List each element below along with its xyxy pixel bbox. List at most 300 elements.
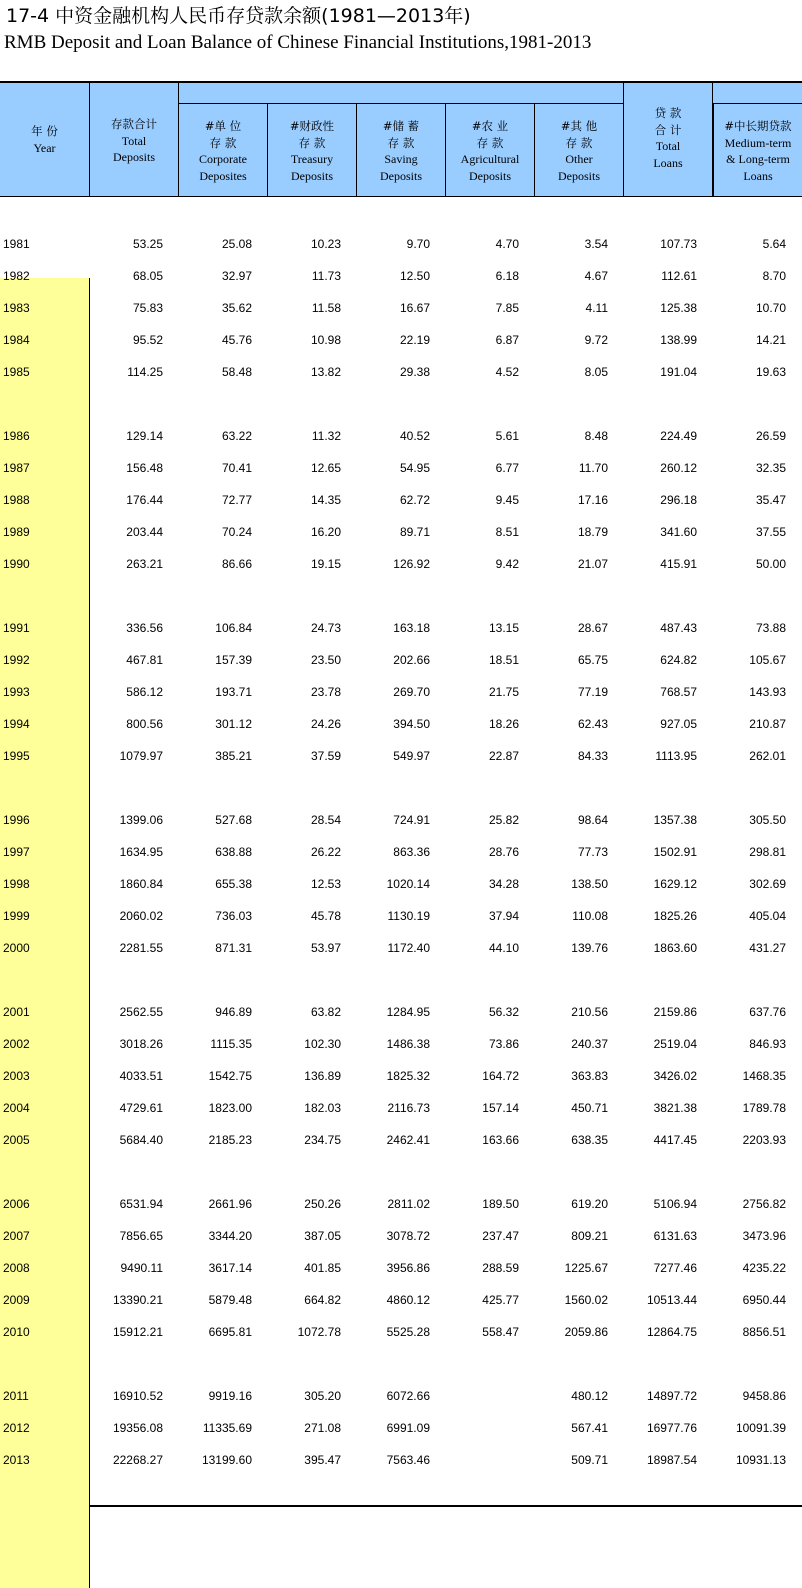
cell-medium-long: 3473.96 bbox=[742, 1229, 786, 1243]
cell-medium-long: 6950.44 bbox=[742, 1293, 786, 1307]
cell-medium-long: 105.67 bbox=[749, 653, 786, 667]
cell-saving: 202.66 bbox=[393, 653, 430, 667]
cell-saving: 4860.12 bbox=[386, 1293, 430, 1307]
cell-year: 1998 bbox=[3, 877, 30, 891]
header-treasury-zh1: #财政性 bbox=[289, 119, 335, 133]
cell-total-loans: 3426.02 bbox=[653, 1069, 697, 1083]
cell-other: 17.16 bbox=[577, 493, 608, 507]
cell-saving: 6072.66 bbox=[386, 1389, 430, 1403]
title-chinese: 17-4 中资金融机构人民币存贷款余额(1981—2013年) bbox=[6, 5, 471, 27]
cell-saving: 126.92 bbox=[393, 557, 430, 571]
cell-treasury: 401.85 bbox=[304, 1261, 341, 1275]
cell-total-loans: 112.61 bbox=[661, 269, 697, 283]
cell-agricultural: 4.70 bbox=[495, 237, 519, 251]
cell-saving: 29.38 bbox=[399, 365, 430, 379]
cell-medium-long: 302.69 bbox=[749, 877, 786, 891]
cell-treasury: 45.78 bbox=[310, 909, 341, 923]
table-row bbox=[0, 490, 802, 510]
table-row bbox=[0, 298, 802, 318]
cell-total-deposits: 68.05 bbox=[132, 269, 163, 283]
cell-total-deposits: 336.56 bbox=[126, 621, 163, 635]
header-saving-en2: Deposits bbox=[380, 168, 422, 183]
header-total-loans-zh2: 合 计 bbox=[654, 122, 682, 137]
cell-other: 809.21 bbox=[571, 1229, 608, 1243]
cell-corporate: 2661.96 bbox=[208, 1197, 252, 1211]
cell-saving: 9.70 bbox=[406, 237, 430, 251]
cell-total-loans: 107.73 bbox=[660, 237, 697, 251]
cell-corporate: 86.66 bbox=[221, 557, 252, 571]
cell-other: 240.37 bbox=[571, 1037, 608, 1051]
table-row bbox=[0, 1258, 802, 1278]
cell-other: 480.12 bbox=[571, 1389, 608, 1403]
cell-year: 2009 bbox=[3, 1293, 30, 1307]
cell-other: 77.73 bbox=[577, 845, 608, 859]
header-other-en2: Deposits bbox=[558, 168, 600, 183]
cell-medium-long: 10931.13 bbox=[735, 1453, 786, 1467]
header-agricultural-en1: Agricultural bbox=[460, 152, 520, 166]
cell-other: 4.67 bbox=[584, 269, 608, 283]
cell-saving: 89.71 bbox=[399, 525, 430, 539]
cell-total-deposits: 2281.55 bbox=[119, 941, 163, 955]
cell-total-loans: 927.05 bbox=[660, 717, 697, 731]
cell-year: 2010 bbox=[3, 1325, 30, 1339]
table-row bbox=[0, 522, 802, 542]
cell-saving: 394.50 bbox=[393, 717, 430, 731]
cell-treasury: 37.59 bbox=[310, 749, 341, 763]
cell-agricultural: 6.18 bbox=[495, 269, 519, 283]
cell-agricultural: 189.50 bbox=[482, 1197, 519, 1211]
table-row bbox=[0, 362, 802, 382]
cell-corporate: 385.21 bbox=[215, 749, 252, 763]
cell-year: 1992 bbox=[3, 653, 30, 667]
table-row bbox=[0, 1002, 802, 1022]
cell-medium-long: 2756.82 bbox=[742, 1197, 786, 1211]
cell-saving: 724.91 bbox=[393, 813, 430, 827]
cell-total-loans: 138.99 bbox=[660, 333, 697, 347]
cell-saving: 163.18 bbox=[393, 621, 430, 635]
cell-total-loans: 6131.63 bbox=[653, 1229, 697, 1243]
cell-year: 2012 bbox=[3, 1421, 30, 1435]
cell-total-deposits: 75.83 bbox=[132, 301, 163, 315]
header-saving-en1: Saving bbox=[384, 152, 418, 166]
table-row bbox=[0, 714, 802, 734]
cell-other: 1225.67 bbox=[564, 1261, 608, 1275]
cell-treasury: 11.32 bbox=[311, 429, 341, 443]
table-row bbox=[0, 682, 802, 702]
cell-corporate: 45.76 bbox=[221, 333, 252, 347]
cell-total-deposits: 203.44 bbox=[126, 525, 163, 539]
table-row bbox=[0, 554, 802, 574]
cell-medium-long: 431.27 bbox=[749, 941, 786, 955]
cell-other: 9.72 bbox=[584, 333, 608, 347]
cell-other: 3.54 bbox=[584, 237, 608, 251]
cell-medium-long: 846.93 bbox=[749, 1037, 786, 1051]
cell-treasury: 13.82 bbox=[310, 365, 341, 379]
cell-agricultural: 37.94 bbox=[488, 909, 519, 923]
cell-agricultural: 425.77 bbox=[482, 1293, 519, 1307]
cell-total-deposits: 5684.40 bbox=[119, 1133, 163, 1147]
header-year-zh: 年 份 bbox=[31, 124, 58, 138]
header-corporate-zh1: #单 位 bbox=[204, 119, 242, 133]
header-total-deposits-en2: Deposits bbox=[113, 150, 155, 164]
cell-total-deposits: 156.48 bbox=[126, 461, 163, 475]
cell-agricultural: 8.51 bbox=[495, 525, 519, 539]
cell-corporate: 70.41 bbox=[221, 461, 252, 475]
header-total-loans-en2: Loans bbox=[653, 155, 683, 170]
cell-total-loans: 1357.38 bbox=[653, 813, 697, 827]
cell-corporate: 5879.48 bbox=[208, 1293, 252, 1307]
table-row bbox=[0, 330, 802, 350]
cell-corporate: 72.77 bbox=[221, 493, 252, 507]
cell-treasury: 395.47 bbox=[304, 1453, 341, 1467]
cell-total-deposits: 586.12 bbox=[126, 685, 163, 699]
cell-total-deposits: 4729.61 bbox=[119, 1101, 163, 1115]
cell-saving: 269.70 bbox=[393, 685, 430, 699]
cell-agricultural: 34.28 bbox=[488, 877, 519, 891]
cell-year: 1983 bbox=[3, 301, 30, 315]
cell-treasury: 23.50 bbox=[310, 653, 341, 667]
cell-other: 21.07 bbox=[577, 557, 608, 571]
cell-medium-long: 4235.22 bbox=[742, 1261, 786, 1275]
cell-other: 1560.02 bbox=[564, 1293, 608, 1307]
header-corporate-en2: Deposites bbox=[199, 168, 247, 183]
cell-agricultural: 288.59 bbox=[482, 1261, 519, 1275]
header-agricultural-zh1: #农 业 bbox=[471, 119, 509, 133]
cell-treasury: 63.82 bbox=[310, 1005, 341, 1019]
cell-year: 1984 bbox=[3, 333, 30, 347]
cell-total-deposits: 6531.94 bbox=[119, 1197, 163, 1211]
cell-medium-long: 9458.86 bbox=[742, 1389, 786, 1403]
cell-year: 1986 bbox=[3, 429, 30, 443]
cell-saving: 3956.86 bbox=[386, 1261, 430, 1275]
cell-agricultural: 164.72 bbox=[482, 1069, 519, 1083]
header-other-zh2: 存 款 bbox=[565, 135, 593, 150]
cell-saving: 22.19 bbox=[399, 333, 430, 347]
cell-year: 2003 bbox=[3, 1069, 30, 1083]
cell-year: 1997 bbox=[3, 845, 30, 859]
cell-other: 363.83 bbox=[571, 1069, 608, 1083]
cell-year: 1988 bbox=[3, 493, 30, 507]
cell-medium-long: 50.00 bbox=[755, 557, 786, 571]
cell-saving: 16.67 bbox=[399, 301, 430, 315]
cell-medium-long: 73.88 bbox=[755, 621, 786, 635]
table-row bbox=[0, 234, 802, 254]
cell-medium-long: 305.50 bbox=[749, 813, 786, 827]
cell-year: 1995 bbox=[3, 749, 30, 763]
header-deposits-group bbox=[179, 83, 624, 103]
cell-total-deposits: 1860.84 bbox=[119, 877, 163, 891]
cell-agricultural: 18.51 bbox=[488, 653, 519, 667]
cell-year: 1987 bbox=[3, 461, 30, 475]
cell-agricultural: 18.26 bbox=[488, 717, 519, 731]
cell-total-loans: 4417.45 bbox=[653, 1133, 697, 1147]
table-row bbox=[0, 1226, 802, 1246]
cell-medium-long: 8.70 bbox=[762, 269, 786, 283]
cell-total-deposits: 1634.95 bbox=[119, 845, 163, 859]
header-agricultural-en2: Deposits bbox=[469, 168, 511, 183]
cell-saving: 2116.73 bbox=[387, 1101, 430, 1115]
header-saving-zh1: #储 蓄 bbox=[382, 119, 420, 133]
header-total-deposits bbox=[90, 83, 179, 197]
cell-treasury: 182.03 bbox=[304, 1101, 341, 1115]
cell-medium-long: 143.93 bbox=[749, 685, 786, 699]
cell-total-loans: 7277.46 bbox=[653, 1261, 697, 1275]
cell-other: 210.56 bbox=[571, 1005, 608, 1019]
cell-corporate: 6695.81 bbox=[208, 1325, 252, 1339]
table-row bbox=[0, 618, 802, 638]
cell-total-deposits: 9490.11 bbox=[120, 1261, 163, 1275]
cell-other: 567.41 bbox=[571, 1421, 608, 1435]
cell-agricultural: 22.87 bbox=[488, 749, 519, 763]
header-total-deposits-zh: 存款合计 bbox=[111, 117, 157, 131]
cell-saving: 54.95 bbox=[399, 461, 430, 475]
cell-corporate: 35.62 bbox=[221, 301, 252, 315]
cell-total-loans: 5106.94 bbox=[653, 1197, 697, 1211]
cell-corporate: 3344.20 bbox=[208, 1229, 252, 1243]
header-total-loans-en1: Total bbox=[655, 139, 681, 153]
cell-corporate: 871.31 bbox=[215, 941, 252, 955]
cell-agricultural: 21.75 bbox=[488, 685, 519, 699]
cell-corporate: 1542.75 bbox=[208, 1069, 252, 1083]
cell-agricultural: 157.14 bbox=[482, 1101, 519, 1115]
cell-total-loans: 296.18 bbox=[660, 493, 697, 507]
cell-total-deposits: 1399.06 bbox=[119, 813, 163, 827]
cell-medium-long: 32.35 bbox=[755, 461, 786, 475]
cell-medium-long: 10091.39 bbox=[735, 1421, 786, 1435]
cell-other: 84.33 bbox=[577, 749, 608, 763]
cell-corporate: 9919.16 bbox=[208, 1389, 252, 1403]
cell-total-deposits: 95.52 bbox=[132, 333, 163, 347]
cell-treasury: 11.73 bbox=[311, 269, 341, 283]
table-row bbox=[0, 650, 802, 670]
cell-total-loans: 768.57 bbox=[660, 685, 697, 699]
cell-corporate: 1823.00 bbox=[208, 1101, 252, 1115]
cell-other: 450.71 bbox=[571, 1101, 608, 1115]
cell-year: 1994 bbox=[3, 717, 30, 731]
cell-saving: 1020.14 bbox=[386, 877, 430, 891]
cell-total-deposits: 53.25 bbox=[132, 237, 163, 251]
cell-other: 77.19 bbox=[577, 685, 608, 699]
cell-treasury: 10.98 bbox=[310, 333, 341, 347]
cell-medium-long: 262.01 bbox=[749, 749, 786, 763]
cell-year: 1981 bbox=[3, 237, 30, 251]
cell-total-deposits: 3018.26 bbox=[119, 1037, 163, 1051]
cell-treasury: 24.26 bbox=[310, 717, 341, 731]
cell-total-loans: 487.43 bbox=[660, 621, 697, 635]
header-treasury-en2: Deposits bbox=[291, 168, 333, 183]
cell-total-loans: 125.38 bbox=[660, 301, 697, 315]
cell-saving: 7563.46 bbox=[386, 1453, 430, 1467]
cell-treasury: 16.20 bbox=[310, 525, 341, 539]
cell-saving: 863.36 bbox=[393, 845, 430, 859]
cell-medium-long: 210.87 bbox=[749, 717, 786, 731]
cell-agricultural: 25.82 bbox=[488, 813, 519, 827]
cell-agricultural: 4.52 bbox=[495, 365, 519, 379]
cell-saving: 549.97 bbox=[393, 749, 430, 763]
cell-treasury: 1072.78 bbox=[297, 1325, 341, 1339]
cell-other: 62.43 bbox=[577, 717, 608, 731]
table-row bbox=[0, 1194, 802, 1214]
cell-corporate: 157.39 bbox=[215, 653, 252, 667]
cell-year: 2001 bbox=[3, 1005, 30, 1019]
cell-year: 1989 bbox=[3, 525, 30, 539]
cell-agricultural: 6.77 bbox=[495, 461, 519, 475]
cell-other: 11.70 bbox=[578, 461, 608, 475]
cell-agricultural: 9.45 bbox=[495, 493, 519, 507]
cell-corporate: 736.03 bbox=[215, 909, 252, 923]
cell-total-loans: 1825.26 bbox=[653, 909, 697, 923]
table-row bbox=[0, 938, 802, 958]
cell-year: 2005 bbox=[3, 1133, 30, 1147]
table-row bbox=[0, 874, 802, 894]
cell-other: 509.71 bbox=[571, 1453, 608, 1467]
cell-saving: 1130.19 bbox=[387, 909, 430, 923]
cell-total-loans: 1502.91 bbox=[653, 845, 697, 859]
table-row bbox=[0, 1418, 802, 1438]
table-row bbox=[0, 1450, 802, 1470]
cell-corporate: 527.68 bbox=[215, 813, 252, 827]
cell-corporate: 946.89 bbox=[215, 1005, 252, 1019]
cell-total-loans: 2159.86 bbox=[653, 1005, 697, 1019]
cell-corporate: 25.08 bbox=[221, 237, 252, 251]
cell-medium-long: 10.70 bbox=[755, 301, 786, 315]
cell-year: 1996 bbox=[3, 813, 30, 827]
header-medium-long-en1: Medium-term bbox=[724, 135, 792, 150]
header-loans-group bbox=[713, 83, 802, 103]
header-agricultural-zh2: 存 款 bbox=[476, 135, 504, 150]
cell-total-deposits: 19356.08 bbox=[112, 1421, 163, 1435]
cell-medium-long: 35.47 bbox=[755, 493, 786, 507]
cell-total-deposits: 22268.27 bbox=[112, 1453, 163, 1467]
cell-saving: 1825.32 bbox=[386, 1069, 430, 1083]
table-row bbox=[0, 810, 802, 830]
cell-total-deposits: 129.14 bbox=[126, 429, 163, 443]
cell-total-deposits: 13390.21 bbox=[112, 1293, 163, 1307]
cell-agricultural: 6.87 bbox=[495, 333, 519, 347]
cell-year: 1985 bbox=[3, 365, 30, 379]
table-row bbox=[0, 458, 802, 478]
cell-saving: 1172.40 bbox=[387, 941, 430, 955]
cell-other: 65.75 bbox=[577, 653, 608, 667]
cell-year: 1993 bbox=[3, 685, 30, 699]
header-total-deposits-en1: Total bbox=[121, 133, 147, 148]
cell-total-loans: 18987.54 bbox=[646, 1453, 697, 1467]
table-row bbox=[0, 426, 802, 446]
header-treasury-en1: Treasury bbox=[290, 152, 334, 166]
cell-corporate: 3617.14 bbox=[208, 1261, 252, 1275]
cell-saving: 3078.72 bbox=[386, 1229, 430, 1243]
cell-total-deposits: 176.44 bbox=[126, 493, 163, 507]
title-english: RMB Deposit and Loan Balance of Chinese Financial Institutions,1981-2013 bbox=[4, 32, 592, 53]
table-row bbox=[0, 1322, 802, 1342]
cell-treasury: 234.75 bbox=[304, 1133, 341, 1147]
cell-total-loans: 260.12 bbox=[660, 461, 697, 475]
cell-total-deposits: 1079.97 bbox=[119, 749, 163, 763]
cell-other: 4.11 bbox=[585, 301, 608, 315]
cell-agricultural: 13.15 bbox=[488, 621, 519, 635]
cell-total-deposits: 467.81 bbox=[126, 653, 163, 667]
cell-treasury: 28.54 bbox=[310, 813, 341, 827]
cell-other: 110.08 bbox=[572, 909, 608, 923]
cell-other: 619.20 bbox=[571, 1197, 608, 1211]
cell-year: 2004 bbox=[3, 1101, 30, 1115]
cell-treasury: 12.65 bbox=[310, 461, 341, 475]
cell-total-deposits: 4033.51 bbox=[119, 1069, 163, 1083]
table-row bbox=[0, 1386, 802, 1406]
cell-corporate: 58.48 bbox=[221, 365, 252, 379]
cell-treasury: 136.89 bbox=[304, 1069, 341, 1083]
cell-total-loans: 1113.95 bbox=[655, 749, 697, 763]
cell-treasury: 305.20 bbox=[304, 1389, 341, 1403]
cell-saving: 12.50 bbox=[399, 269, 430, 283]
cell-total-loans: 3821.38 bbox=[653, 1101, 697, 1115]
cell-agricultural: 9.42 bbox=[495, 557, 519, 571]
cell-treasury: 102.30 bbox=[304, 1037, 341, 1051]
cell-other: 8.05 bbox=[584, 365, 608, 379]
cell-total-deposits: 263.21 bbox=[126, 557, 163, 571]
cell-agricultural: 5.61 bbox=[495, 429, 519, 443]
header-total-loans bbox=[624, 83, 713, 197]
cell-medium-long: 8856.51 bbox=[742, 1325, 786, 1339]
cell-treasury: 10.23 bbox=[310, 237, 341, 251]
cell-year: 2002 bbox=[3, 1037, 30, 1051]
cell-treasury: 11.58 bbox=[311, 301, 341, 315]
cell-agricultural: 163.66 bbox=[482, 1133, 519, 1147]
cell-corporate: 32.97 bbox=[221, 269, 252, 283]
cell-other: 638.35 bbox=[571, 1133, 608, 1147]
cell-agricultural: 56.32 bbox=[488, 1005, 519, 1019]
cell-agricultural: 7.85 bbox=[495, 301, 519, 315]
cell-treasury: 26.22 bbox=[310, 845, 341, 859]
cell-other: 2059.86 bbox=[564, 1325, 608, 1339]
cell-corporate: 11335.69 bbox=[202, 1421, 252, 1435]
table-row bbox=[0, 1066, 802, 1086]
header-treasury-zh2: 存 款 bbox=[298, 135, 326, 150]
header-corporate bbox=[179, 103, 268, 197]
table-row bbox=[0, 1034, 802, 1054]
cell-saving: 6991.09 bbox=[386, 1421, 430, 1435]
cell-corporate: 2185.23 bbox=[208, 1133, 252, 1147]
cell-saving: 2811.02 bbox=[387, 1197, 430, 1211]
header-medium-long-en3: Loans bbox=[743, 168, 773, 183]
cell-corporate: 13199.60 bbox=[201, 1453, 252, 1467]
cell-total-deposits: 15912.21 bbox=[112, 1325, 163, 1339]
cell-total-loans: 415.91 bbox=[660, 557, 697, 571]
cell-corporate: 106.84 bbox=[215, 621, 252, 635]
cell-year: 2008 bbox=[3, 1261, 30, 1275]
table-row bbox=[0, 1098, 802, 1118]
cell-treasury: 250.26 bbox=[304, 1197, 341, 1211]
header-saving bbox=[357, 103, 446, 197]
header-other bbox=[535, 103, 624, 197]
cell-other: 139.76 bbox=[571, 941, 608, 955]
cell-total-deposits: 16910.52 bbox=[112, 1389, 163, 1403]
cell-total-deposits: 2060.02 bbox=[119, 909, 163, 923]
cell-medium-long: 14.21 bbox=[755, 333, 786, 347]
cell-medium-long: 5.64 bbox=[762, 237, 786, 251]
cell-total-loans: 12864.75 bbox=[646, 1325, 697, 1339]
cell-saving: 2462.41 bbox=[386, 1133, 430, 1147]
cell-treasury: 14.35 bbox=[310, 493, 341, 507]
cell-total-loans: 14897.72 bbox=[646, 1389, 697, 1403]
cell-year: 1999 bbox=[3, 909, 30, 923]
table-row bbox=[0, 746, 802, 766]
cell-saving: 1486.38 bbox=[386, 1037, 430, 1051]
cell-agricultural: 558.47 bbox=[482, 1325, 519, 1339]
cell-corporate: 63.22 bbox=[221, 429, 252, 443]
header-medium-long bbox=[713, 103, 802, 197]
cell-total-loans: 224.49 bbox=[660, 429, 697, 443]
